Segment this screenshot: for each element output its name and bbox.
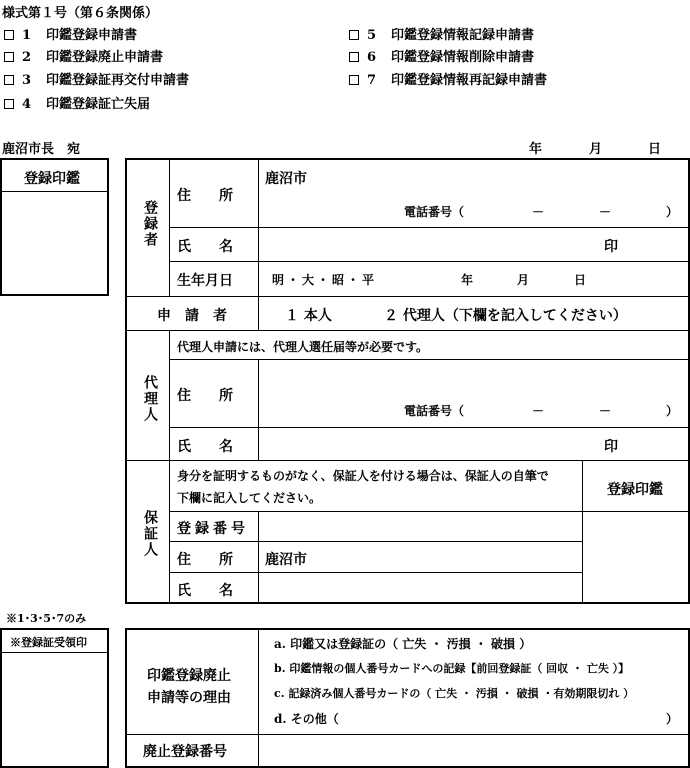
checkbox-icon[interactable] xyxy=(349,30,359,40)
agent-phone-label: 電話番号（ xyxy=(404,404,465,418)
reasons-label-line1: 印鑑登録廃止 xyxy=(147,668,231,684)
date-day: 日 xyxy=(648,142,662,157)
guarantor-address-label: 住 所 xyxy=(177,552,233,568)
date-year: 年 xyxy=(529,142,543,157)
registrant-birth-month: 月 xyxy=(517,273,530,287)
date-month: 月 xyxy=(589,142,603,157)
registrant-name-label: 氏 名 xyxy=(177,239,233,255)
reason-b[interactable]: b. 印鑑情報の個人番号カードへの記録【前回登録証（ 回収 ・ 亡失 ）】 xyxy=(274,662,630,675)
guarantor-address-value[interactable]: 鹿沼市 xyxy=(265,552,307,568)
registrant-phone-label: 電話番号（ xyxy=(404,205,465,219)
checkbox-icon[interactable] xyxy=(349,52,359,62)
guarantor-reg-no-label: 登録番号 xyxy=(177,521,249,537)
registrant-birth-day: 日 xyxy=(574,273,587,287)
reason-d-close: ） xyxy=(666,712,679,726)
agent-phone-close: ） xyxy=(666,404,679,418)
agent-phone-dash1: － xyxy=(532,404,545,418)
applicant-label: 申 請 者 xyxy=(157,308,227,324)
registrant-phone-dash2: － xyxy=(599,205,612,219)
checkbox-icon[interactable] xyxy=(4,30,14,40)
guarantor-note-line2: 下欄に記入してください。 xyxy=(177,491,322,505)
checkbox-icon[interactable] xyxy=(349,75,359,85)
agent-phone-dash2: － xyxy=(599,404,612,418)
registrant-phone-close: ） xyxy=(666,205,679,219)
receipt-box-title: ※登録証受領印 xyxy=(10,636,87,649)
addressee: 鹿沼市長 宛 xyxy=(2,142,81,157)
agent-address-label: 住 所 xyxy=(177,388,233,404)
form-label: 様式第１号（第６条関係） xyxy=(2,6,159,21)
abolish-label: 廃止登録番号 xyxy=(143,744,227,760)
guarantor-section-label: 保証人 xyxy=(142,510,158,558)
seal-box-title: 登録印鑑 xyxy=(24,171,80,187)
form-type-5[interactable]: 5 印鑑登録情報記録申請書 xyxy=(349,24,534,43)
registrant-address-value[interactable]: 鹿沼市 xyxy=(265,171,307,187)
checkbox-icon[interactable] xyxy=(4,99,14,109)
applicant-opt-self[interactable]: １ 本人 xyxy=(285,308,332,324)
form-type-6[interactable]: 6 印鑑登録情報削除申請書 xyxy=(349,46,534,65)
guarantor-name-label: 氏 名 xyxy=(177,583,233,599)
footnote: ※1･3･5･7のみ xyxy=(6,612,87,625)
form-type-3[interactable]: 3 印鑑登録証再交付申請書 xyxy=(4,69,189,88)
reasons-label-line2: 申請等の理由 xyxy=(147,690,231,706)
applicant-opt-agent[interactable]: ２ 代理人（下欄を記入してください） xyxy=(384,308,627,324)
registrant-seal-mark: 印 xyxy=(604,239,618,255)
registrant-address-label: 住 所 xyxy=(177,188,233,204)
reason-c[interactable]: c. 記録済み個人番号カードの（ 亡失 ・ 汚損 ・ 破損 ・有効期限切れ ） xyxy=(274,687,635,700)
reason-d[interactable]: d. その他（ xyxy=(274,712,339,726)
form-type-1[interactable]: 1 印鑑登録申請書 xyxy=(4,24,137,43)
form-type-4[interactable]: 4 印鑑登録証亡失届 xyxy=(4,93,150,112)
reason-a[interactable]: a. 印鑑又は登録証の（ 亡失 ・ 汚損 ・ 破損 ） xyxy=(274,637,532,651)
checkbox-icon[interactable] xyxy=(4,52,14,62)
checkbox-icon[interactable] xyxy=(4,75,14,85)
registrant-birth-label: 生年月日 xyxy=(177,273,233,289)
registrant-section-label: 登録者 xyxy=(142,200,158,248)
registrant-eras[interactable]: 明・大・昭・平 xyxy=(272,273,378,287)
guarantor-note-line1: 身分を証明するものがなく、保証人を付ける場合は、保証人の自筆で xyxy=(177,469,549,483)
registrant-phone-dash1: － xyxy=(532,205,545,219)
agent-name-label: 氏 名 xyxy=(177,439,233,455)
agent-section-label: 代理人 xyxy=(142,375,158,423)
form-type-2[interactable]: 2 印鑑登録廃止申請書 xyxy=(4,46,163,65)
agent-seal-mark: 印 xyxy=(604,439,618,455)
form-type-7[interactable]: 7 印鑑登録情報再記録申請書 xyxy=(349,69,547,88)
guarantor-seal-title: 登録印鑑 xyxy=(607,482,663,498)
agent-note: 代理人申請には、代理人選任届等が必要です。 xyxy=(177,340,429,354)
registrant-birth-year: 年 xyxy=(461,273,474,287)
